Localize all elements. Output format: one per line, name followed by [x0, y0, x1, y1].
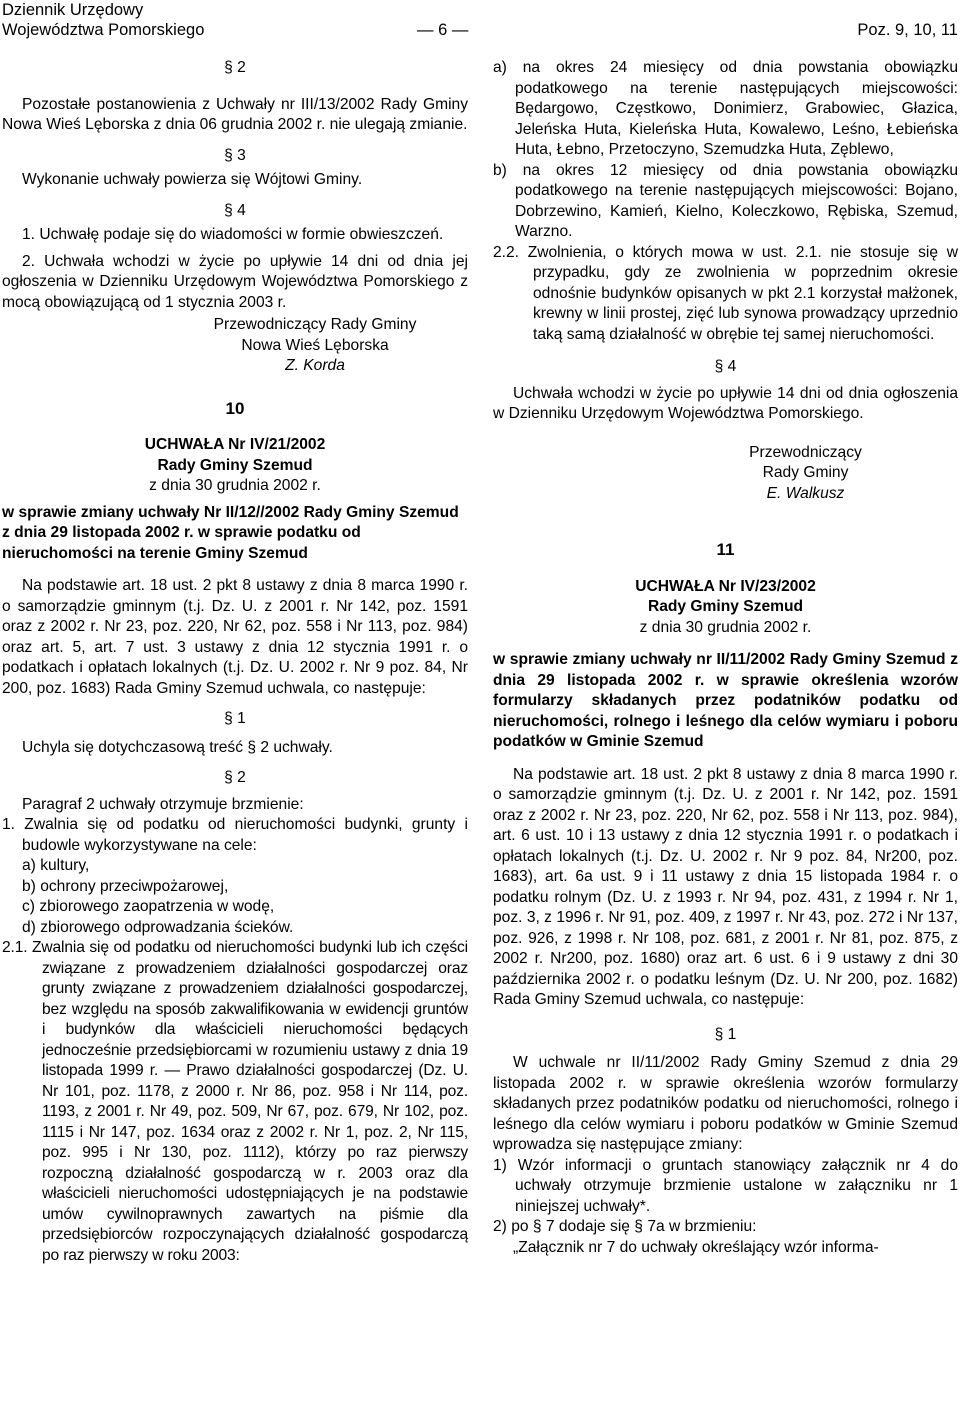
section-heading: § 1: [224, 710, 246, 727]
journal-region: Województwa Pomorskiego: [2, 21, 205, 39]
signature-name: E. Walkusz: [766, 484, 845, 502]
signature-name: Z. Korda: [285, 357, 345, 374]
resolution-title: UCHWAŁA Nr IV/23/2002: [635, 577, 816, 595]
page-number: — 6 —: [417, 21, 469, 39]
section-heading: § 1: [714, 1025, 737, 1043]
resolution-subject: w sprawie zmiany uchwały nr II/11/2002 Rady Gminy Szemud z dnia 29 listopada 2002 r. w sprawie określenia wzorów formularzy składanych przez podatników podatku od nieruchomości, rolnego i leśnego dla celów wymiaru i poboru podatków w Gminie Szemud: [493, 651, 958, 750]
resolution-date: z dnia 30 grudnia 2002 r.: [639, 618, 812, 636]
resolution-title: UCHWAŁA Nr IV/21/2002: [144, 436, 326, 453]
list-item: 1) Wzór informacji o gruntach stanowiący załącznik nr 4 do uchwały otrzymuje brzmienie ustalone w załączniku nr 1 niniejszej uchwały*.: [493, 1156, 958, 1215]
preamble: Na podstawie art. 18 ust. 2 pkt 8 ustawy z dnia 8 marca 1990 r. o samorządzie gminnym (t.j. Dz. U. z 2001 r. Nr 142, poz. 1591 oraz z 2002 r. Nr 23, poz. 220, Nr 62, poz. 558 i Nr 113, poz. 984), art. 6 ust. 10 i 13 ustawy z dnia 12 stycznia 1991 r. o podatkach i opłatach lokalnych (t.j. Dz. U. 2002 r. Nr 9 poz. 84, Nr200, poz. 1683), art. 6a ust. 9 i 11 ustawy z dnia 15 listopada 1984 r. o podatku rolnym (Dz. U. z 1993 r. Nr 94, poz. 431, z 1994 r. Nr 1, poz. 3, z 1996 r. Nr 91, poz. 409, z 1997 r. Nr 43, poz. 272 i Nr 137, poz. 926, z 1998 r. Nr 108, poz. 681, z 2001 r. Nr 81, poz. 875, z 2002 r. Nr200, poz. 1680) oraz art. 6 ust. 6 i 9 ustawy z dni 30 października 2002 r. o podatku leśnym (Dz. U. Nr 200, poz. 1682) Rada Gminy Szemud uchwala, co następuje:: [493, 765, 958, 1008]
item-number: 10: [225, 398, 245, 418]
resolution-date: z dnia 30 grudnia 2002 r.: [149, 477, 321, 494]
resolution-body: Rady Gminy Szemud: [157, 456, 313, 474]
paragraph: W uchwale nr II/11/2002 Rady Gminy Szemud z dnia 29 listopada 2002 r. w sprawie określenia wzorów formularzy składanych przez podatników podatku od nieruchomości, rolnego i leśnego dla celów wymiaru i poboru podatków w Gminie Szemud wprowadza się następujące zmiany:: [493, 1054, 958, 1153]
list-item: a) na okres 24 miesięcy od dnia powstania obowiązku podatkowego na terenie następujących miejscowości: Będargowo, Częstkowo, Donimierz, Grabowiec, Głazica, Jeleńska Huta, Kieleńska Huta, Kowalewo, Leśno, Łebieńska Huta, Łebno, Przetoczyno, Szemudzka Huta, Zęblewo,: [493, 59, 958, 158]
paragraph: Uchyla się dotychczasową treść § 2 uchwały.: [22, 738, 333, 756]
page-header: [2, 0, 958, 40]
section-heading: § 2: [224, 769, 246, 786]
list-item: 2) po § 7 dodaje się § 7a w brzmieniu:: [493, 1218, 757, 1235]
section-heading: § 2: [224, 59, 246, 76]
journal-title: Dziennik Urzędowy: [2, 1, 144, 19]
paragraph: Paragraf 2 uchwały otrzymuje brzmienie:: [22, 795, 304, 813]
resolution-body: Rady Gminy Szemud: [647, 598, 804, 615]
list-item: a) kultury,: [22, 857, 90, 874]
list-item: d) zbiorowego odprowadzania ścieków.: [22, 918, 294, 936]
signature-role: Przewodniczący: [749, 443, 862, 461]
paragraph: 1. Uchwałę podaje się do wiadomości w formie obwieszczeń.: [22, 226, 444, 243]
section-heading: § 4: [714, 358, 737, 375]
paragraph: 2. Uchwała wchodzi w życie po upływie 14 dni od dnia jej ogłoszenia w Dzienniku Urzędowym Województwa Pomorskiego z mocą obowiązującą od 1 stycznia 2003 r.: [2, 252, 468, 311]
list-item: b) na okres 12 miesięcy od dnia powstania obowiązku podatkowego na terenie następujących miejscowości: Bojano, Dobrzewino, Kamień, Kielno, Koleczkowo, Rębiska, Szemud, Warzno.: [493, 161, 958, 240]
right-column: [493, 58, 958, 1258]
position-numbers: Poz. 9, 10, 11: [857, 21, 958, 39]
section-heading: § 3: [224, 146, 246, 164]
paragraph: Pozostałe postanowienia z Uchwały nr III/13/2002 Rady Gminy Nowa Wieś Lęborska z dnia 06 grudnia 2002 r. nie ulegają zmianie.: [2, 95, 468, 133]
preamble: Na podstawie art. 18 ust. 2 pkt 8 ustawy z dnia 8 marca 1990 r. o samorządzie gminnym (t.j. Dz. U. z 2001 r. Nr 142, poz. 1591 oraz z 2002 r. Nr 23, poz. 220, Nr 62, poz. 558 i Nr 113, poz. 984) oraz art. 5, art. 7 ust. 3 ustawy z dnia 12 stycznia 1991 r. o podatkach i opłatach lokalnych (t.j. Dz. U. 2002 r. Nr 9 poz. 84, Nr 200, poz. 1683) Rada Gminy Szemud uchwala, co następuje:: [2, 577, 468, 697]
list-item: 2.2. Zwolnienia, o których mowa w ust. 2.1. nie stosuje się w przypadku, gdy ze zwolnienia w poprzednim okresie odnośnie budynków opisanych w pkt 2.1 korzystał małżonek, krewny w linii prostej, zięć lub synowa prowadzący uprzednio taką samą działalność w obrębie tej samej nieruchomości.: [493, 243, 958, 343]
item-number: 11: [716, 540, 735, 559]
list-item: 1. Zwalnia się od podatku od nieruchomości budynki, grunty i budowle wykorzystywane na cele:: [2, 816, 468, 854]
signature-place: Nowa Wieś Lęborska: [241, 336, 389, 354]
signature-role: Przewodniczący Rady Gminy: [213, 316, 417, 333]
left-column: [2, 58, 468, 1266]
list-item: c) zbiorowego zaopatrzenia w wodę,: [22, 898, 275, 915]
paragraph: Uchwała wchodzi w życie po upływie 14 dni od dnia ogłoszenia w Dzienniku Urzędowym Województwa Pomorskiego.: [493, 384, 958, 422]
resolution-subject: w sprawie zmiany uchwały Nr II/12//2002 Rady Gminy Szemud z dnia 29 listopada 2002 r. w sprawie podatku od nieruchomości na terenie Gminy Szemud: [2, 503, 459, 562]
list-item: 2.1. Zwalnia się od podatku od nieruchomości budynki lub ich części związane z prowadzeniem działalności gospodarczej oraz grunty związane z prowadzeniem działalności gospodarczej, bez względu na sposób zakwalifikowania w ewidencji gruntów i budynków dla właścicieli nieruchomości będących jednocześnie przedsiębiorcami w rozumieniu ustawy z dnia 19 listopada 1999 r. — Prawo działalności gospodarczej (Dz. U. Nr 101, poz. 1178, z 2000 r. Nr 86, poz. 958 i Nr 114, poz. 1193, z 2001 r. Nr 49, poz. 509, Nr 67, poz. 679, Nr 102, poz. 1115 i Nr 147, poz. 1634 oraz z 2002 r. Nr 1, poz. 2, Nr 115, poz. 995 i Nr 130, poz. 1112), którzy po raz pierwszy rozpoczną działalność gospodarczą w r. 2003 oraz dla właścicieli nieruchomości udostępniających je na podstawie umów cywilnoprawnych zawartych na piśmie dla przedsiębiorców rozpoczynających działalność gospodarczą po raz pierwszy w roku 2003:: [2, 939, 468, 1264]
signature-role: Rady Gminy: [762, 464, 849, 481]
list-item: „Załącznik nr 7 do uchwały określający wzór informa-: [513, 1238, 879, 1256]
paragraph: Wykonanie uchwały powierza się Wójtowi Gminy.: [22, 171, 363, 188]
list-item: b) ochrony przeciwpożarowej,: [22, 877, 229, 895]
section-heading: § 4: [224, 201, 246, 219]
